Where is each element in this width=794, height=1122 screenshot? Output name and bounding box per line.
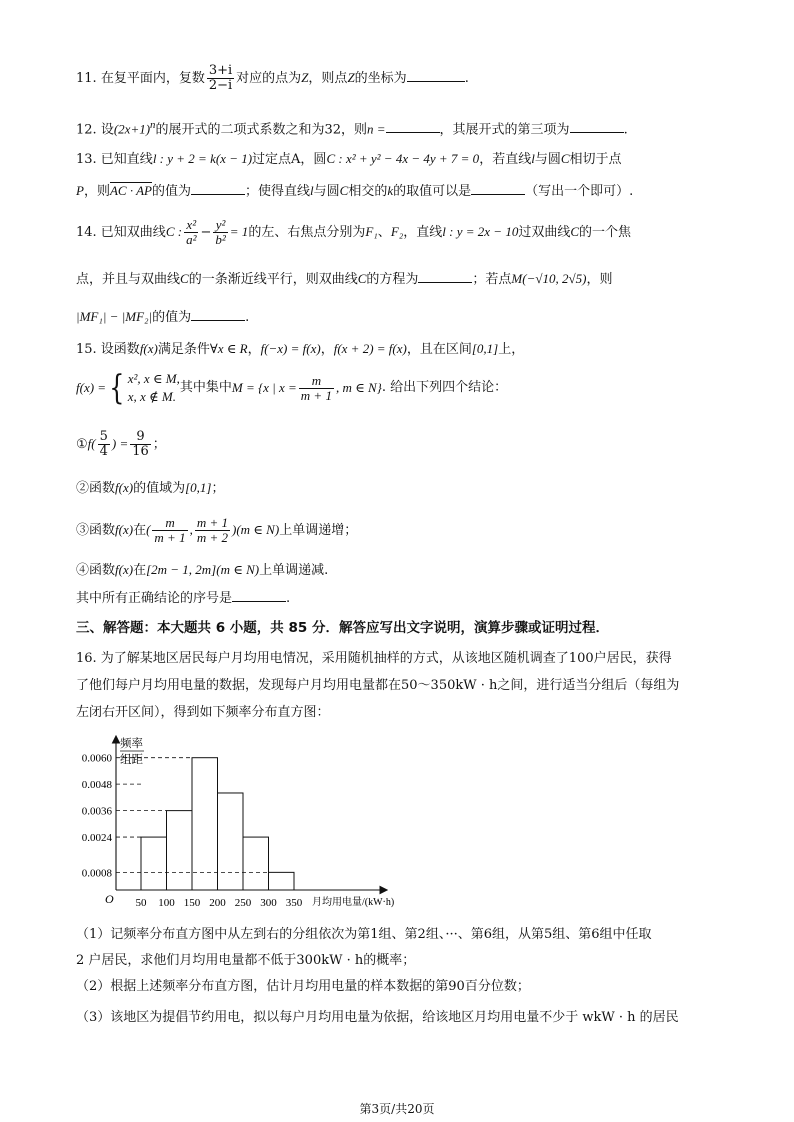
answer-blank	[418, 268, 472, 283]
origin-label: O	[105, 892, 114, 906]
bar-[200,250)	[218, 793, 244, 890]
x-tick-label: 350	[285, 897, 303, 909]
answer-blank	[191, 306, 245, 321]
question-13-line-1: 13. 已知直线l : y + 2 = k(x − 1)过定点A，圆C : x² + y² − 4x − 4y + 7 = 0，若直线l与圆C相切于点	[76, 151, 622, 167]
y-label-bottom: 组距	[120, 754, 143, 766]
conclusion-3: ③函数f(x)在( $\frac{m}{m + 1}$ , $\frac{m + 1}{m + 2}$ )(m ∈ N)上单调递增；	[76, 515, 358, 545]
y-tick-label: 0.0048	[81, 779, 112, 792]
question-11: 11. 在复平面内，复数 $\frac{3+i}{2-i}$ 对应的点为Z，则点Z的坐标为 .	[76, 63, 469, 93]
conclusion-1: ①f( $\frac{5}{4}$ ) = $\frac{9}{16}$ ；	[76, 429, 166, 459]
answer-blank	[386, 118, 440, 133]
bar-[250,300)	[243, 837, 269, 890]
bar-[150,200)	[192, 758, 218, 890]
question-12: 12. 设$(2x+1)^n$的展开式的二项式系数之和为32，则n = ，其展开式的第三项为 .	[76, 119, 628, 138]
question-16-line-2: 了他们每户月均用电量的数据，发现每户月均用电量都在50～350kW · h之间，进行适当分组后（每组为	[76, 678, 680, 693]
y-label-top: 频率	[120, 738, 143, 750]
y-tick-label: 0.0008	[81, 867, 112, 880]
question-16-line-1: 16. 为了解某地区居民每户月均用电情况，采用随机抽样的方式，从该地区随机调查了100户居民，获得	[76, 651, 672, 666]
x-tick-label: 150	[183, 897, 201, 909]
bar-[300,350)	[269, 872, 295, 890]
y-tick-label: 0.0024	[81, 832, 112, 845]
y-tick-label: 0.0060	[81, 752, 112, 765]
question-15-last: 其中所有正确结论的序号是 .	[76, 587, 290, 608]
question-13-line-2: P，则AC · AP的值为 ；使得直线l与圆C相交的k的取值可以是 （写出一个即可）.	[76, 180, 633, 201]
conclusion-2: ②函数f(x)的值域为[0,1]；	[76, 480, 225, 496]
question-16-line-3: 左闭右开区间），得到如下频率分布直方图：	[76, 705, 330, 720]
x-tick-label: 300	[260, 897, 277, 909]
question-14-line-3: |MF₁| − |MF₂|的值为 .	[76, 306, 249, 327]
x-axis-label: 月均用电量/(kW·h)	[312, 897, 395, 908]
answer-blank	[407, 67, 465, 82]
question-14-line-2: 点，并且与双曲线C的一条渐近线平行，则双曲线C的方程为 ；若点M(−√10, 2√5)，则	[76, 268, 612, 289]
frequency-histogram	[68, 733, 408, 915]
answer-blank	[570, 118, 624, 133]
conclusion-4: ④函数f(x)在[2m − 1, 2m](m ∈ N)上单调递减.	[76, 562, 329, 578]
complex-fraction: $\frac{3+i}{2-i}$	[208, 63, 233, 93]
x-tick-label: 250	[234, 897, 252, 909]
question-14-line-1: 14. 已知双曲线C : $\frac{\text{x²}}{\text{a²}}$ − $\frac{\text{y²}}{\text{b²}}$ = 1的左、右焦点分别为F₁、F₂，直线l : y = 2x − 10过双曲线C的一个焦	[76, 217, 632, 247]
left-brace-icon: {	[109, 368, 125, 408]
x-tick-label: 200	[209, 897, 226, 909]
question-16-part-1b: 2 户居民，求他们月均用电量都不低于300kW · h的概率；	[76, 953, 416, 968]
answer-blank	[191, 180, 245, 195]
question-16-part-1a: （1）记频率分布直方图中从左到右的分组依次为第1组、第2组、···、第6组，从第5组、第6组中任取	[76, 927, 652, 942]
bar-[100,150)	[167, 811, 193, 890]
histogram-bars	[141, 758, 294, 890]
question-15-line-1: 15. 设函数f(x)满足条件∀x ∈ R，f(−x) = f(x)，f(x + 2) = f(x)，且在区间[0,1]上，	[76, 341, 525, 357]
bar-[50,100)	[141, 837, 167, 890]
answer-blank	[471, 180, 525, 195]
question-16-part-3: （3）该地区为提倡节约用电，拟以每户月均用电量为依据，给该地区月均用电量不少于 wkW · h 的居民	[76, 1010, 679, 1025]
answer-blank	[232, 587, 286, 602]
question-15-piecewise: f(x) ={ x², x ∈ M, x, x ∉ M. 其中集中M = {x | x = $\frac{m}{m + 1}$ , m ∈ N}. 给出下列四个结论：	[76, 368, 508, 408]
section-heading: 三、解答题：本大题共 6 小题，共 85 分．解答应写出文字说明，演算步骤或证明过程．	[76, 620, 609, 636]
x-tick-label: 50	[135, 897, 147, 909]
page-footer: 第3页/共20页	[359, 1102, 435, 1116]
y-tick-label: 0.0036	[81, 805, 112, 818]
x-tick-label: 100	[158, 897, 175, 909]
question-16-part-2: （2）根据上述频率分布直方图，估计月均用电量的样本数据的第90百分位数；	[76, 979, 530, 994]
